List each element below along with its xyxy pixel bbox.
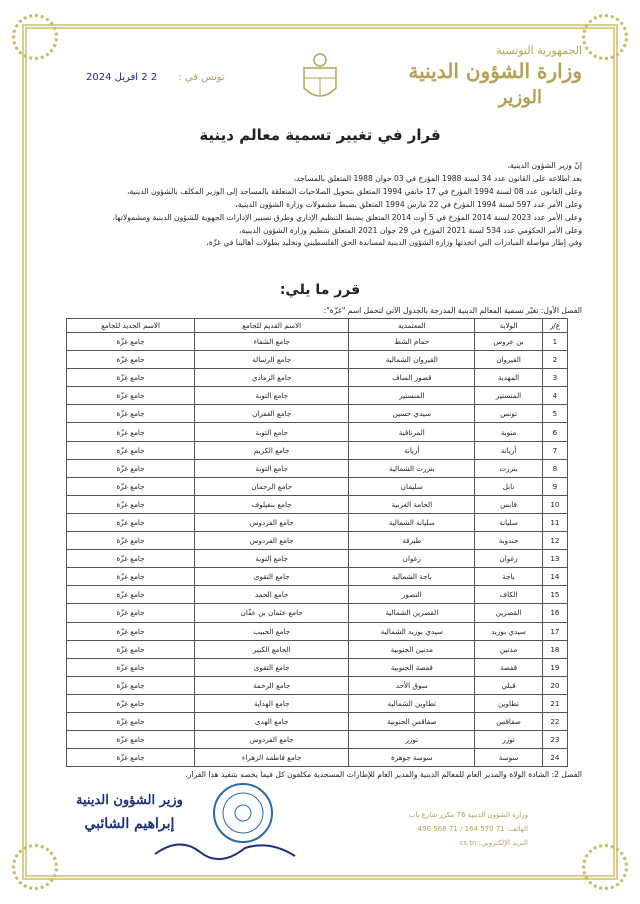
preamble-line: وعلى الأمر عدد 597 لسنة 1994 المؤرخ في 22 مارس 1994 المتعلق بضبط مشمولات وزارة الشؤون الدينية، xyxy=(235,199,582,209)
governorate: المهدية xyxy=(475,369,543,387)
header-old-name: الاسم القديم للجامع xyxy=(195,319,349,333)
table-row xyxy=(67,369,568,387)
table-row xyxy=(67,568,568,586)
old-mosque-name: جامع التقوى xyxy=(195,658,349,676)
row-number: 13 xyxy=(542,550,567,568)
chapter-two: الفصل 2: الشادة الولاة والمدير العام للمعالم الدينية والمدير العام للإطارات المسجدية مكلفون كل فيما يخصه بتنفيذ هذا القرار. xyxy=(185,770,582,779)
governorate: تطاوين xyxy=(475,694,543,712)
table-header-row xyxy=(67,319,568,333)
governorate: بنزرت xyxy=(475,459,543,477)
table-row xyxy=(67,387,568,405)
new-mosque-name: جامع غزّة xyxy=(67,622,195,640)
row-number: 21 xyxy=(542,694,567,712)
header-governorate: الولاية xyxy=(475,319,543,333)
new-mosque-name: جامع غزّة xyxy=(67,351,195,369)
new-mosque-name: جامع غزّة xyxy=(67,369,195,387)
delegation: سليمان xyxy=(349,477,475,495)
delegation: توزر xyxy=(349,731,475,749)
footer-address: وزارة الشؤون الدينية 76 مكرر شارع باب xyxy=(408,811,528,819)
old-mosque-name: جامع الحبيب xyxy=(195,622,349,640)
table-row xyxy=(67,640,568,658)
governorate: بن عروس xyxy=(475,333,543,351)
decision-heading: قرر ما يلي: xyxy=(279,282,361,298)
governorate: قبلي xyxy=(475,676,543,694)
new-mosque-name: جامع غزّة xyxy=(67,568,195,586)
delegation: المرناقية xyxy=(349,423,475,441)
corner-ornament xyxy=(582,14,628,60)
table-row xyxy=(67,477,568,495)
footer-phone-line xyxy=(409,822,528,836)
delegation: بنزرت الشمالية xyxy=(349,459,475,477)
delegation: سيدي بوزيد الشمالية xyxy=(349,622,475,640)
row-number: 17 xyxy=(542,622,567,640)
governorate: زغوان xyxy=(475,550,543,568)
new-mosque-name: جامع غزّة xyxy=(67,532,195,550)
chapter-one: الفصل الأول: تغيّر تسمية المعالم الدينية المدرجة بالجدول الآتي لتحمل اسم "غزّة": xyxy=(323,306,582,315)
delegation: القصرين الشمالية xyxy=(349,604,475,622)
preamble xyxy=(52,160,582,250)
delegation: مدنين الجنوبية xyxy=(349,640,475,658)
row-number: 14 xyxy=(542,568,567,586)
table-row xyxy=(67,459,568,477)
table-row xyxy=(67,405,568,423)
header-number: ع/ر xyxy=(542,319,567,333)
table-row xyxy=(67,351,568,369)
table-row xyxy=(67,658,568,676)
delegation: زغوان xyxy=(349,550,475,568)
old-mosque-name: جامع التقوى xyxy=(195,568,349,586)
delegation: حمام الشط xyxy=(349,333,475,351)
table-row xyxy=(67,749,568,767)
table-row xyxy=(67,586,568,604)
new-mosque-name: جامع غزّة xyxy=(67,477,195,495)
republic-name: الجمهورية التونسية xyxy=(496,44,582,57)
table-row xyxy=(67,532,568,550)
new-mosque-name: جامع غزّة xyxy=(67,731,195,749)
old-mosque-name: جامع التوبة xyxy=(195,423,349,441)
table-row xyxy=(67,731,568,749)
signatory-title: وزير الشؤون الدينية xyxy=(76,793,183,808)
old-mosque-name: جامع الحمد xyxy=(195,586,349,604)
governorate: نابل xyxy=(475,477,543,495)
delegation: سيدي حسين xyxy=(349,405,475,423)
row-number: 19 xyxy=(542,658,567,676)
governorate: سيدي بوزيد xyxy=(475,622,543,640)
old-mosque-name: جامع الرحمة xyxy=(195,676,349,694)
old-mosque-name: جامع الفردوس xyxy=(195,731,349,749)
old-mosque-name: جامع الفردوس xyxy=(195,532,349,550)
governorate: جندوبة xyxy=(475,532,543,550)
governorate: الكاف xyxy=(475,586,543,604)
old-mosque-name: جامع عثمان بن عفّان xyxy=(195,604,349,622)
row-number: 4 xyxy=(542,387,567,405)
old-mosque-name: جامع الفردوس xyxy=(195,513,349,531)
row-number: 9 xyxy=(542,477,567,495)
table-row xyxy=(67,333,568,351)
governorate: أريانة xyxy=(475,441,543,459)
row-number: 11 xyxy=(542,513,567,531)
row-number: 8 xyxy=(542,459,567,477)
new-mosque-name: جامع غزّة xyxy=(67,676,195,694)
corner-ornament xyxy=(582,844,628,890)
signature-block xyxy=(76,793,183,832)
new-mosque-name: جامع غزّة xyxy=(67,405,195,423)
governorate: صفاقس xyxy=(475,712,543,730)
delegation: القيروان الشمالية xyxy=(349,351,475,369)
old-mosque-name: جامع الشفاء xyxy=(195,333,349,351)
row-number: 12 xyxy=(542,532,567,550)
delegation: سوسة جوهرة xyxy=(349,749,475,767)
governorate: باجة xyxy=(475,568,543,586)
governorate: منوبة xyxy=(475,423,543,441)
old-mosque-name: جامع الغفران xyxy=(195,405,349,423)
new-mosque-name: جامع غزّة xyxy=(67,387,195,405)
old-mosque-name: الجامع الكبير xyxy=(195,640,349,658)
delegation: الحامة الغربية xyxy=(349,495,475,513)
row-number: 23 xyxy=(542,731,567,749)
delegation: قصور الساف xyxy=(349,369,475,387)
old-mosque-name: جامع الهداية xyxy=(195,694,349,712)
row-number: 2 xyxy=(542,351,567,369)
delegation: باجة الشمالية xyxy=(349,568,475,586)
new-mosque-name: جامع غزّة xyxy=(67,495,195,513)
new-mosque-name: جامع غزّة xyxy=(67,694,195,712)
old-mosque-name: جامع بنغيلوف xyxy=(195,495,349,513)
preamble-line: وعلى الأمر عدد 2023 لسنة 2014 المؤرخ في 5 أوت 2014 المتعلق بضبط التنظيم الإداري وطرق تسيير الإدارات الجهوية للشؤون الدينية ومشمولاتها، xyxy=(112,212,582,222)
new-mosque-name: جامع غزّة xyxy=(67,459,195,477)
table-row xyxy=(67,694,568,712)
date-value: 2 2 افريل 2024 xyxy=(86,72,158,83)
row-number: 3 xyxy=(542,369,567,387)
table-row xyxy=(67,441,568,459)
table-row xyxy=(67,676,568,694)
row-number: 7 xyxy=(542,441,567,459)
new-mosque-name: جامع غزّة xyxy=(67,586,195,604)
handwritten-signature-icon xyxy=(150,834,300,864)
minister-label: الوزير xyxy=(498,87,542,108)
row-number: 10 xyxy=(542,495,567,513)
table-row xyxy=(67,622,568,640)
old-mosque-name: جامع التوبة xyxy=(195,550,349,568)
old-mosque-name: جامع التوبة xyxy=(195,387,349,405)
preamble-line: وفي إطار مواصلة المبادرات التي اتخذتها وزارة الشؤون الدينية لمساندة الحق الفلسطيني وتخليد بطولات أهالينا في غزّة، xyxy=(206,238,582,248)
row-number: 15 xyxy=(542,586,567,604)
mosques-table xyxy=(66,318,568,767)
date-line xyxy=(86,72,225,83)
governorate: مدنين xyxy=(475,640,543,658)
old-mosque-name: جامع فاطمة الزهراء xyxy=(195,749,349,767)
new-mosque-name: جامع غزّة xyxy=(67,749,195,767)
new-mosque-name: جامع غزّة xyxy=(67,513,195,531)
row-number: 24 xyxy=(542,749,567,767)
new-mosque-name: جامع غزّة xyxy=(67,441,195,459)
delegation: قفصة الجنوبية xyxy=(349,658,475,676)
preamble-line: بعد اطلاعه على القانون عدد 34 لسنة 1988 المؤرخ في 03 جوان 1988 المتعلق بالمساجد، xyxy=(293,173,582,183)
footer-contact xyxy=(409,808,528,850)
new-mosque-name: جامع غزّة xyxy=(67,423,195,441)
table-row xyxy=(67,423,568,441)
row-number: 5 xyxy=(542,405,567,423)
footer-phone-label: الهاتف: xyxy=(507,825,528,833)
footer-email-line xyxy=(409,836,528,850)
new-mosque-name: جامع غزّة xyxy=(67,712,195,730)
new-mosque-name: جامع غزّة xyxy=(67,333,195,351)
header-new-name: الاسم الجديد للجامع xyxy=(67,319,195,333)
corner-ornament xyxy=(12,844,58,890)
row-number: 6 xyxy=(542,423,567,441)
preamble-line: وعلى القانون عدد 08 لسنة 1994 المؤرخ في 17 جانفي 1994 المتعلق بتحويل الصلاحيات المتعلقة بالمساجد إلى الوزير المكلف بالشؤون الدينية، xyxy=(127,186,582,196)
preamble-line: إنّ وزير الشؤون الدينية، xyxy=(507,161,582,170)
governorate: قابس xyxy=(475,495,543,513)
row-number: 22 xyxy=(542,712,567,730)
delegation: المنستير xyxy=(349,387,475,405)
city-label: تونس في : xyxy=(178,72,225,83)
new-mosque-name: جامع غزّة xyxy=(67,640,195,658)
delegation: التصور xyxy=(349,586,475,604)
governorate: القصرين xyxy=(475,604,543,622)
delegation: سوق الأحد xyxy=(349,676,475,694)
old-mosque-name: جامع الكريم xyxy=(195,441,349,459)
old-mosque-name: جامع التوبة xyxy=(195,459,349,477)
old-mosque-name: جامع الرحمان xyxy=(195,477,349,495)
preamble-line: وعلى الأمر الحكومي عدد 534 لسنة 2021 المؤرخ في 29 جوان 2021 المتعلق بتنظيم وزارة الشؤون الدينية، xyxy=(239,225,582,235)
header-delegation: المعتمدية xyxy=(349,319,475,333)
footer-email: cs.tn xyxy=(459,839,477,847)
governorate: القيروان xyxy=(475,351,543,369)
tunisia-emblem-icon xyxy=(300,52,340,106)
document-title: قرار في تغيير تسمية معالم دينية xyxy=(199,126,441,144)
new-mosque-name: جامع غزّة xyxy=(67,658,195,676)
governorate: سوسة xyxy=(475,749,543,767)
old-mosque-name: جامع الرسالة xyxy=(195,351,349,369)
footer-phone: 71 570 164 / 71 568 496 xyxy=(417,825,505,833)
delegation: تطاوين الشمالية xyxy=(349,694,475,712)
new-mosque-name: جامع غزّة xyxy=(67,604,195,622)
row-number: 16 xyxy=(542,604,567,622)
governorate: توزر xyxy=(475,731,543,749)
table-row xyxy=(67,712,568,730)
signatory-name: إبراهيم الشائبي xyxy=(84,816,175,832)
table-row xyxy=(67,550,568,568)
ministry-name: وزارة الشؤون الدينية xyxy=(408,59,582,83)
governorate: تونس xyxy=(475,405,543,423)
governorate: المنستير xyxy=(475,387,543,405)
delegation: صفاقس الجنوبية xyxy=(349,712,475,730)
governorate: قفصة xyxy=(475,658,543,676)
row-number: 1 xyxy=(542,333,567,351)
delegation: طبرقة xyxy=(349,532,475,550)
row-number: 18 xyxy=(542,640,567,658)
row-number: 20 xyxy=(542,676,567,694)
governorate: سليانة xyxy=(475,513,543,531)
corner-ornament xyxy=(12,14,58,60)
old-mosque-name: جامع الهدى xyxy=(195,712,349,730)
table-row xyxy=(67,495,568,513)
table-row xyxy=(67,513,568,531)
new-mosque-name: جامع غزّة xyxy=(67,550,195,568)
old-mosque-name: جامع الزمادي xyxy=(195,369,349,387)
table-row xyxy=(67,604,568,622)
ministry-letterhead xyxy=(408,44,582,108)
footer-email-label: البريد الإلكتروني: xyxy=(478,839,528,847)
delegation: سليانة الشمالية xyxy=(349,513,475,531)
delegation: أريانة xyxy=(349,441,475,459)
